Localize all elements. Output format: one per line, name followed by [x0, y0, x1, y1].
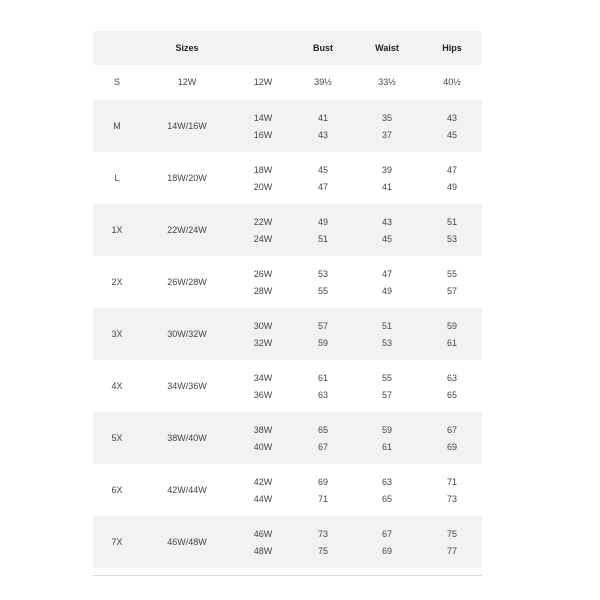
waist-value: 61	[381, 442, 393, 452]
size-label: 4X	[111, 381, 123, 391]
table-row	[93, 464, 482, 516]
table-row	[93, 516, 482, 568]
bust-value: 49	[317, 217, 329, 227]
waist-value: 55	[381, 373, 393, 383]
hips-value: 47	[446, 165, 458, 175]
table-row	[93, 308, 482, 360]
header-sizes: Sizes	[175, 43, 199, 53]
waist-value: 47	[381, 269, 393, 279]
hips-value: 57	[446, 286, 458, 296]
table-row	[93, 360, 482, 412]
hips-value: 43	[446, 113, 458, 123]
hips-value: 40½	[443, 77, 461, 87]
bust-value: 45	[317, 165, 329, 175]
size-range: 30W/32W	[167, 329, 207, 339]
bust-value: 75	[317, 546, 329, 556]
waist-value: 35	[381, 113, 393, 123]
w-size: 44W	[253, 494, 273, 504]
waist-value: 33½	[378, 77, 396, 87]
waist-value: 37	[381, 130, 393, 140]
bust-value: 41	[317, 113, 329, 123]
bust-value: 51	[317, 234, 329, 244]
waist-value: 69	[381, 546, 393, 556]
hips-value: 67	[446, 425, 458, 435]
w-size: 32W	[253, 338, 273, 348]
w-size: 36W	[253, 390, 273, 400]
size-label: 3X	[111, 329, 123, 339]
size-range: 22W/24W	[167, 225, 207, 235]
table-row	[93, 204, 482, 256]
hips-value: 73	[446, 494, 458, 504]
waist-value: 67	[381, 529, 393, 539]
size-range: 34W/36W	[167, 381, 207, 391]
w-size: 48W	[253, 546, 273, 556]
w-size: 46W	[253, 529, 273, 539]
hips-value: 71	[446, 477, 458, 487]
table-row	[93, 256, 482, 308]
header-waist: Waist	[375, 43, 399, 53]
waist-value: 63	[381, 477, 393, 487]
w-size: 42W	[253, 477, 273, 487]
size-label: S	[113, 77, 121, 87]
table-row	[93, 152, 482, 204]
hips-value: 65	[446, 390, 458, 400]
w-size: 18W	[253, 165, 273, 175]
hips-value: 63	[446, 373, 458, 383]
waist-value: 65	[381, 494, 393, 504]
bust-value: 65	[317, 425, 329, 435]
size-range: 12W	[177, 77, 197, 87]
w-size: 12W	[253, 77, 273, 87]
size-range: 14W/16W	[167, 121, 207, 131]
table-row	[93, 65, 482, 100]
hips-value: 45	[446, 130, 458, 140]
waist-value: 51	[381, 321, 393, 331]
size-chart-table	[93, 31, 482, 568]
bust-value: 71	[317, 494, 329, 504]
hips-value: 77	[446, 546, 458, 556]
hips-value: 59	[446, 321, 458, 331]
header-bust: Bust	[313, 43, 333, 53]
waist-value: 57	[381, 390, 393, 400]
w-size: 28W	[253, 286, 273, 296]
waist-value: 39	[381, 165, 393, 175]
table-row	[93, 412, 482, 464]
bust-value: 47	[317, 182, 329, 192]
bust-value: 59	[317, 338, 329, 348]
size-label: 5X	[111, 433, 123, 443]
hips-value: 61	[446, 338, 458, 348]
waist-value: 53	[381, 338, 393, 348]
w-size: 30W	[253, 321, 273, 331]
w-size: 14W	[253, 113, 273, 123]
size-label: M	[113, 121, 121, 131]
size-range: 26W/28W	[167, 277, 207, 287]
size-label: 1X	[111, 225, 123, 235]
hips-value: 69	[446, 442, 458, 452]
bust-value: 67	[317, 442, 329, 452]
bust-value: 39½	[314, 77, 332, 87]
size-label: 6X	[111, 485, 123, 495]
table-bottom-divider	[93, 575, 482, 576]
w-size: 34W	[253, 373, 273, 383]
size-label: L	[114, 173, 120, 183]
bust-value: 61	[317, 373, 329, 383]
size-range: 42W/44W	[167, 485, 207, 495]
hips-value: 53	[446, 234, 458, 244]
w-size: 20W	[253, 182, 273, 192]
table-header-row	[93, 31, 482, 65]
size-range: 18W/20W	[167, 173, 207, 183]
hips-value: 55	[446, 269, 458, 279]
waist-value: 45	[381, 234, 393, 244]
w-size: 16W	[253, 130, 273, 140]
hips-value: 75	[446, 529, 458, 539]
bust-value: 57	[317, 321, 329, 331]
size-range: 38W/40W	[167, 433, 207, 443]
hips-value: 51	[446, 217, 458, 227]
hips-value: 49	[446, 182, 458, 192]
bust-value: 43	[317, 130, 329, 140]
w-size: 24W	[253, 234, 273, 244]
bust-value: 69	[317, 477, 329, 487]
header-hips: Hips	[442, 43, 462, 53]
table-row	[93, 100, 482, 152]
size-range: 46W/48W	[167, 537, 207, 547]
size-label: 7X	[111, 537, 123, 547]
w-size: 38W	[253, 425, 273, 435]
size-label: 2X	[111, 277, 123, 287]
bust-value: 53	[317, 269, 329, 279]
w-size: 26W	[253, 269, 273, 279]
bust-value: 73	[317, 529, 329, 539]
waist-value: 49	[381, 286, 393, 296]
bust-value: 55	[317, 286, 329, 296]
w-size: 22W	[253, 217, 273, 227]
w-size: 40W	[253, 442, 273, 452]
waist-value: 43	[381, 217, 393, 227]
waist-value: 59	[381, 425, 393, 435]
waist-value: 41	[381, 182, 393, 192]
bust-value: 63	[317, 390, 329, 400]
